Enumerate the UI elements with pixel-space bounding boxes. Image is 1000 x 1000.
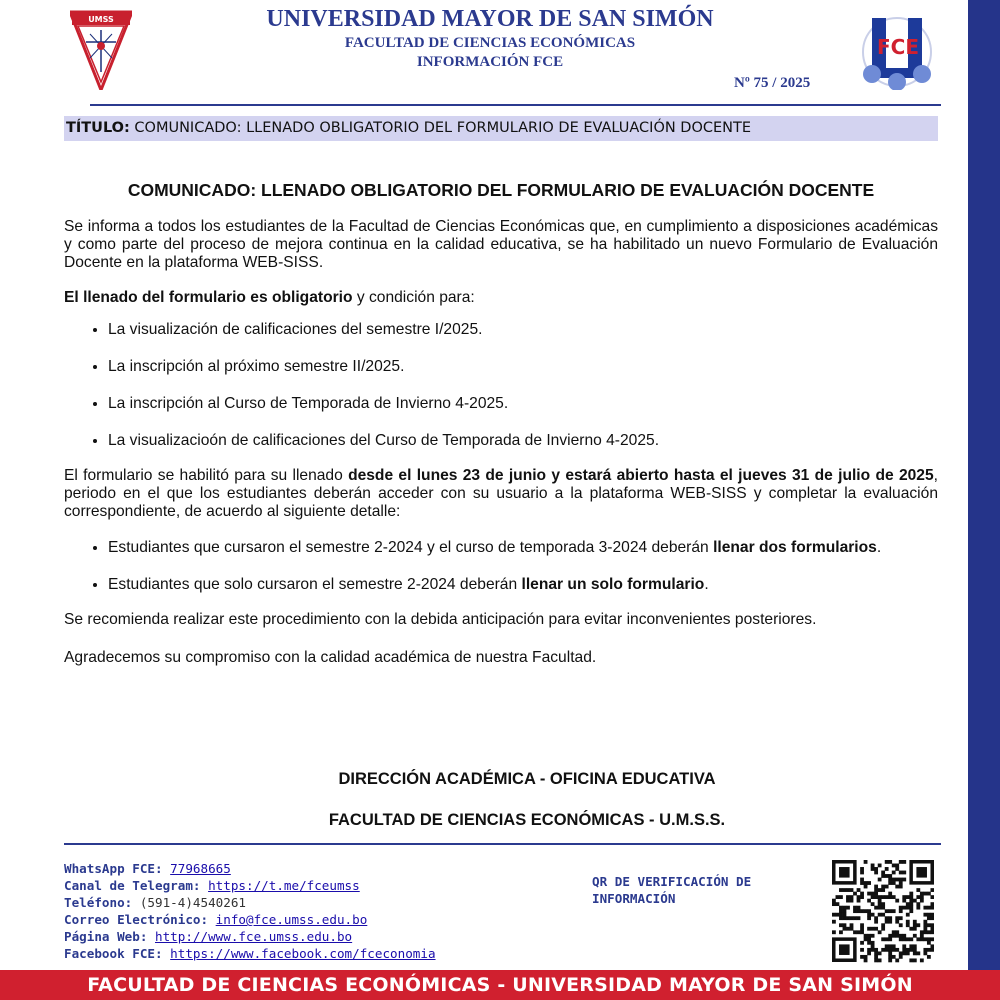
qr-code[interactable] bbox=[832, 858, 934, 964]
list-item: • La visualizacioón de calificaciones del Curso de Temporada de Invierno 4-2025. bbox=[108, 432, 938, 450]
period-dates: desde el lunes 23 de junio y estará abierto hasta el jueves 31 de julio de 2025 bbox=[348, 467, 934, 484]
umss-logo-text: UMSS bbox=[88, 15, 114, 24]
thanks-paragraph: Agradecemos su compromiso con la calidad académica de nuestra Facultad. bbox=[64, 649, 597, 666]
intro-paragraph: Se informa a todos los estudiantes de la Facultad de Ciencias Económicas que, en cumplimiento a disposiciones académicas y como parte del proceso de mejora continua en la calidad educativa, se ha habilitado un nuevo Formulario de Evaluación Docente en la plataforma WEB-SISS. bbox=[64, 218, 938, 271]
recommendation-paragraph: Se recomienda realizar este procedimiento con la debida anticipación para evitar inconvenientes posteriores. bbox=[64, 611, 817, 628]
list-item: • La visualización de calificaciones del semestre I/2025. bbox=[108, 321, 938, 339]
faculty-name: FACULTAD DE CIENCIAS ECONÓMICAS bbox=[344, 35, 636, 51]
telegram-link[interactable]: https://t.me/fceumss bbox=[208, 878, 360, 893]
whatsapp-link[interactable]: 77968665 bbox=[170, 861, 231, 876]
list-item bbox=[108, 539, 938, 557]
university-name: UNIVERSIDAD MAYOR DE SAN SIMÓN bbox=[266, 6, 714, 32]
obligatory-paragraph bbox=[64, 289, 938, 307]
web-label: Página Web: bbox=[64, 929, 148, 944]
conditions-list bbox=[64, 321, 938, 450]
phone-label: Teléfono: bbox=[64, 895, 133, 910]
facebook-link[interactable]: https://www.facebook.com/fceconomia bbox=[170, 946, 436, 961]
umss-logo bbox=[70, 10, 132, 90]
fce-logo bbox=[858, 12, 936, 90]
detail-end: . bbox=[704, 576, 709, 593]
telegram-label: Canal de Telegram: bbox=[64, 878, 201, 893]
right-side-bar bbox=[968, 0, 1000, 1000]
detail-bold: llenar un solo formulario bbox=[521, 576, 705, 593]
period-suffix: , periodo en el que los estudiantes deberán acceder con su usuario a la plataforma WEB-SISS y completar la evaluación correspondiente, de acuerdo al siguiente detalle: bbox=[64, 467, 938, 520]
whatsapp-label: WhatsApp FCE: bbox=[64, 861, 163, 876]
email-label: Correo Electrónico: bbox=[64, 912, 209, 927]
list-item: • La inscripción al Curso de Temporada de Invierno 4-2025. bbox=[108, 395, 938, 413]
detail-text: Estudiantes que solo cursaron el semestre 2-2024 deberán bbox=[108, 576, 522, 593]
detail-text: Estudiantes que cursaron el semestre 2-2024 y el curso de temporada 3-2024 deberán bbox=[108, 539, 714, 556]
signature-line-2: FACULTAD DE CIENCIAS ECONÓMICAS - U.M.S.S. bbox=[328, 811, 726, 829]
facebook-label: Facebook FCE: bbox=[64, 946, 163, 961]
qr-label: QR DE VERIFICACIÓN DE INFORMACIÓN bbox=[592, 874, 752, 906]
list-item: • La inscripción al próximo semestre II/2025. bbox=[108, 358, 938, 376]
obligatory-rest: y condición para: bbox=[352, 289, 475, 306]
details-list bbox=[64, 539, 938, 594]
section-name: INFORMACIÓN FCE bbox=[416, 54, 564, 70]
footer-band: FACULTAD DE CIENCIAS ECONÓMICAS - UNIVERSIDAD MAYOR DE SAN SIMÓN bbox=[0, 970, 1000, 1000]
fce-logo-text: FCE bbox=[876, 35, 920, 59]
period-prefix: El formulario se habilitó para su llenado bbox=[64, 467, 349, 484]
contact-info bbox=[64, 860, 436, 962]
phone-value: (591-4)4540261 bbox=[139, 895, 246, 910]
email-link[interactable]: info@fce.umss.edu.bo bbox=[215, 912, 368, 927]
list-item bbox=[108, 576, 938, 594]
document-number: Nº 75 / 2025 bbox=[734, 75, 811, 91]
title-text: COMUNICADO: LLENADO OBLIGATORIO DEL FORMULARIO DE EVALUACIÓN DOCENTE bbox=[134, 120, 752, 136]
footer-divider bbox=[64, 843, 941, 845]
period-paragraph bbox=[64, 467, 938, 521]
obligatory-bold: El llenado del formulario es obligatorio bbox=[64, 289, 353, 306]
title-label: TÍTULO: bbox=[66, 120, 130, 136]
detail-bold: llenar dos formularios bbox=[713, 539, 877, 556]
detail-end: . bbox=[876, 539, 882, 556]
web-link[interactable]: http://www.fce.umss.edu.bo bbox=[155, 929, 353, 944]
title-bar bbox=[64, 116, 938, 141]
header-divider bbox=[90, 104, 941, 106]
signature-line-1: DIRECCIÓN ACADÉMICA - OFICINA EDUCATIVA bbox=[338, 770, 716, 788]
page-title: COMUNICADO: LLENADO OBLIGATORIO DEL FORMULARIO DE EVALUACIÓN DOCENTE bbox=[127, 180, 875, 200]
announcement-body bbox=[64, 218, 938, 667]
